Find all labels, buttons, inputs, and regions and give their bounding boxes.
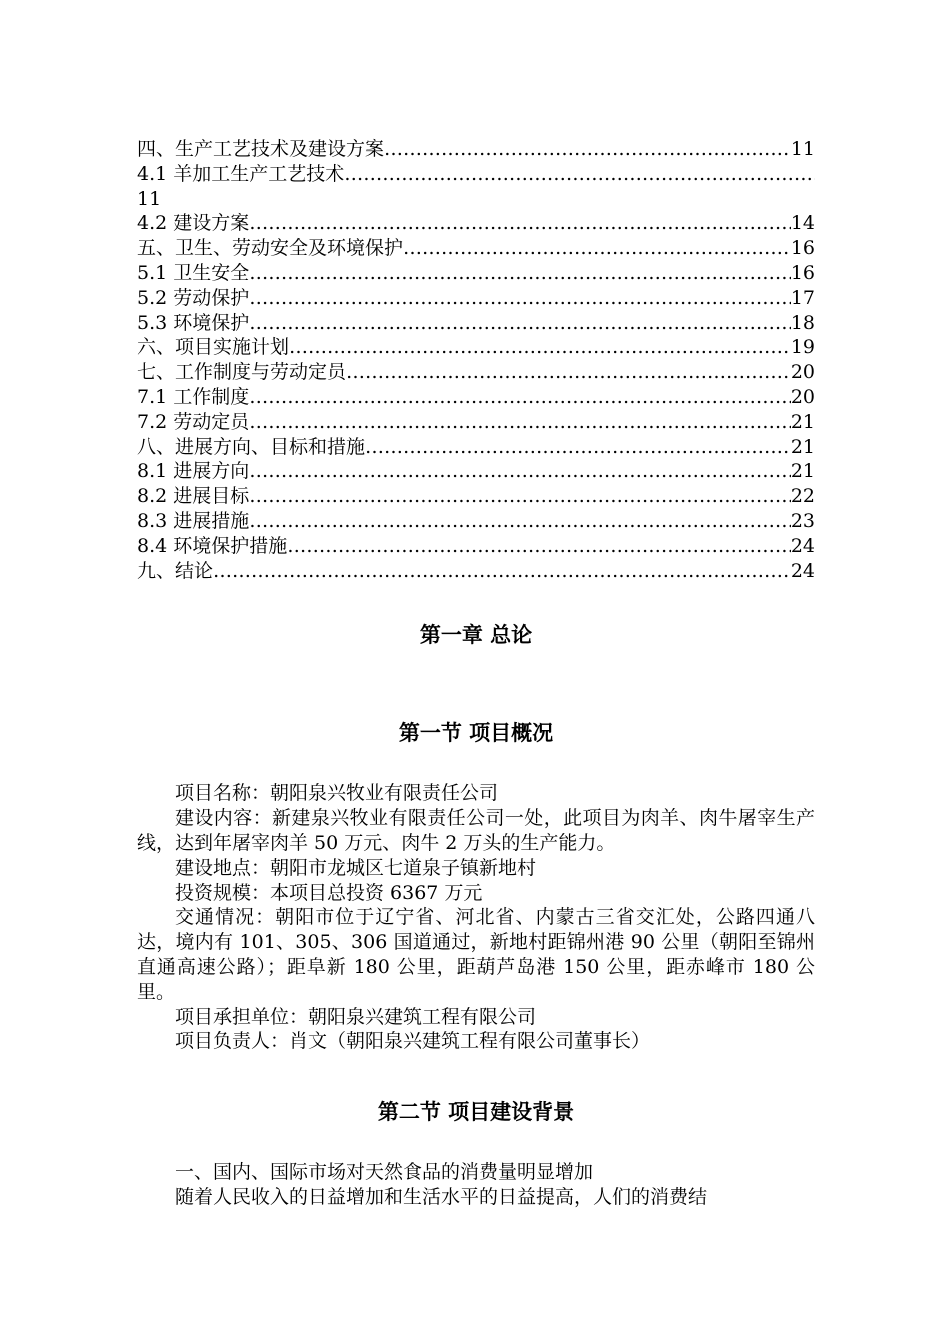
toc-leader-dots: [344, 162, 815, 187]
paragraph: 投资规模：本项目总投资 6367 万元: [175, 881, 483, 904]
toc-leader-dots: [213, 559, 791, 584]
toc-entry[interactable]: [137, 137, 815, 162]
toc-entry[interactable]: [137, 484, 815, 509]
paragraph: 项目承担单位：朝阳泉兴建筑工程有限公司: [175, 1005, 537, 1028]
toc-entry-title: 四、生产工艺技术及建设方案: [137, 138, 385, 160]
toc-entry[interactable]: [137, 311, 815, 336]
paragraph: 随着人民收入的日益增加和生活水平的日益提高，人们的消费结: [175, 1185, 708, 1208]
paragraph: 交通情况：朝阳市位于辽宁省、河北省、内蒙古三省交汇处，公路四通八达，境内有 101、305、306 国道通过，新地村距锦州港 90 公里（朝阳至锦州直通高速公路）；距阜新 180 公里，距葫芦岛港 150 公里，距赤峰市 180 公里。: [137, 906, 815, 1003]
paragraph: 一、国内、国际市场对天然食品的消费量明显增加: [175, 1161, 594, 1184]
toc-entry[interactable]: [137, 286, 815, 311]
toc-entry-title: 7.1 工作制度: [137, 385, 250, 408]
toc-entry[interactable]: [137, 509, 815, 534]
toc-leader-dots: [249, 459, 791, 484]
toc-entry-title: 八、进展方向、目标和措施: [137, 435, 366, 458]
toc-entry[interactable]: [137, 459, 815, 484]
paragraph: 项目负责人：肖文（朝阳泉兴建筑工程有限公司董事长）: [175, 1030, 651, 1053]
toc-leader-dots: [249, 211, 791, 236]
toc-entry-page: 11: [137, 187, 162, 210]
toc-entry[interactable]: [137, 335, 815, 360]
toc-leader-dots: [249, 261, 791, 286]
toc-entry-page: 21: [790, 460, 815, 483]
toc-entry-page: 24: [790, 534, 815, 557]
toc-leader-dots: [249, 311, 791, 336]
toc-entry-page: 20: [790, 385, 815, 408]
toc-entry-title: 5.1 卫生安全: [137, 261, 250, 284]
toc-entry-page: 20: [790, 361, 815, 384]
toc-entry[interactable]: [137, 435, 815, 460]
toc-leader-dots: [249, 410, 791, 435]
paragraph: 建设地点：朝阳市龙城区七道泉子镇新地村: [175, 856, 537, 879]
toc-entry-page: 19: [790, 336, 815, 359]
toc-entry-title: 六、项目实施计划: [137, 336, 290, 359]
toc-entry-page: 23: [790, 509, 815, 532]
toc-entry-page: 24: [790, 559, 815, 582]
toc-entry-page: 18: [790, 311, 815, 334]
section-body: [137, 1160, 815, 1210]
toc-entry-title: 8.1 进展方向: [137, 460, 250, 483]
chapter-title: 第一章 总论: [419, 622, 533, 648]
toc-entry[interactable]: [137, 162, 815, 212]
toc-entry[interactable]: [137, 534, 815, 559]
toc-entry[interactable]: [137, 236, 815, 261]
section-title: 第一节 项目概况: [398, 720, 554, 746]
toc-leader-dots: [249, 509, 791, 534]
toc-entry-title: 5.3 环境保护: [137, 311, 250, 334]
toc-entry-title: 8.3 进展措施: [137, 509, 250, 532]
toc-entry[interactable]: [137, 559, 815, 584]
toc-entry-page: 16: [790, 261, 815, 284]
toc-entry-page: 17: [790, 286, 815, 309]
toc-entry[interactable]: [137, 410, 815, 435]
toc-entry-page: 21: [790, 410, 815, 433]
toc-entry-title: 8.2 进展目标: [137, 485, 250, 508]
toc-entry[interactable]: [137, 360, 815, 385]
toc-leader-dots: [365, 435, 791, 460]
table-of-contents: [137, 137, 815, 583]
toc-leader-dots: [249, 484, 791, 509]
toc-entry[interactable]: [137, 211, 815, 236]
toc-leader-dots: [403, 236, 791, 261]
toc-entry[interactable]: [137, 385, 815, 410]
toc-entry-title: 5.2 劳动保护: [137, 286, 250, 309]
toc-leader-dots: [249, 385, 791, 410]
section-body: [137, 781, 815, 1054]
toc-entry-title: 七、工作制度与劳动定员: [137, 361, 347, 384]
toc-leader-dots: [287, 534, 791, 559]
toc-entry-page: 11: [790, 138, 815, 160]
section-title: 第二节 项目建设背景: [377, 1099, 575, 1125]
toc-entry-title: 九、结论: [137, 559, 214, 582]
toc-entry-page: 14: [790, 212, 815, 235]
toc-entry-title: 4.2 建设方案: [137, 212, 250, 235]
toc-entry[interactable]: [137, 261, 815, 286]
paragraph: 项目名称：朝阳泉兴牧业有限责任公司: [175, 782, 499, 805]
paragraph: 建设内容：新建泉兴牧业有限责任公司一处，此项目为肉羊、肉牛屠宰生产线，达到年屠宰肉羊 50 万元、肉牛 2 万头的生产能力。: [137, 807, 815, 854]
toc-entry-title: 五、卫生、劳动安全及环境保护: [137, 237, 404, 260]
toc-leader-dots: [384, 137, 791, 162]
toc-leader-dots: [289, 335, 791, 360]
document-page: [137, 137, 815, 1210]
toc-entry-page: 21: [790, 435, 815, 458]
toc-leader-dots: [346, 360, 791, 385]
toc-entry-title: 7.2 劳动定员: [137, 410, 250, 433]
toc-entry-title: 4.1 羊加工生产工艺技术: [137, 162, 345, 185]
toc-entry-title: 8.4 环境保护措施: [137, 534, 288, 557]
toc-entry-page: 22: [790, 485, 815, 508]
toc-entry-page: 16: [790, 237, 815, 260]
toc-leader-dots: [249, 286, 791, 311]
